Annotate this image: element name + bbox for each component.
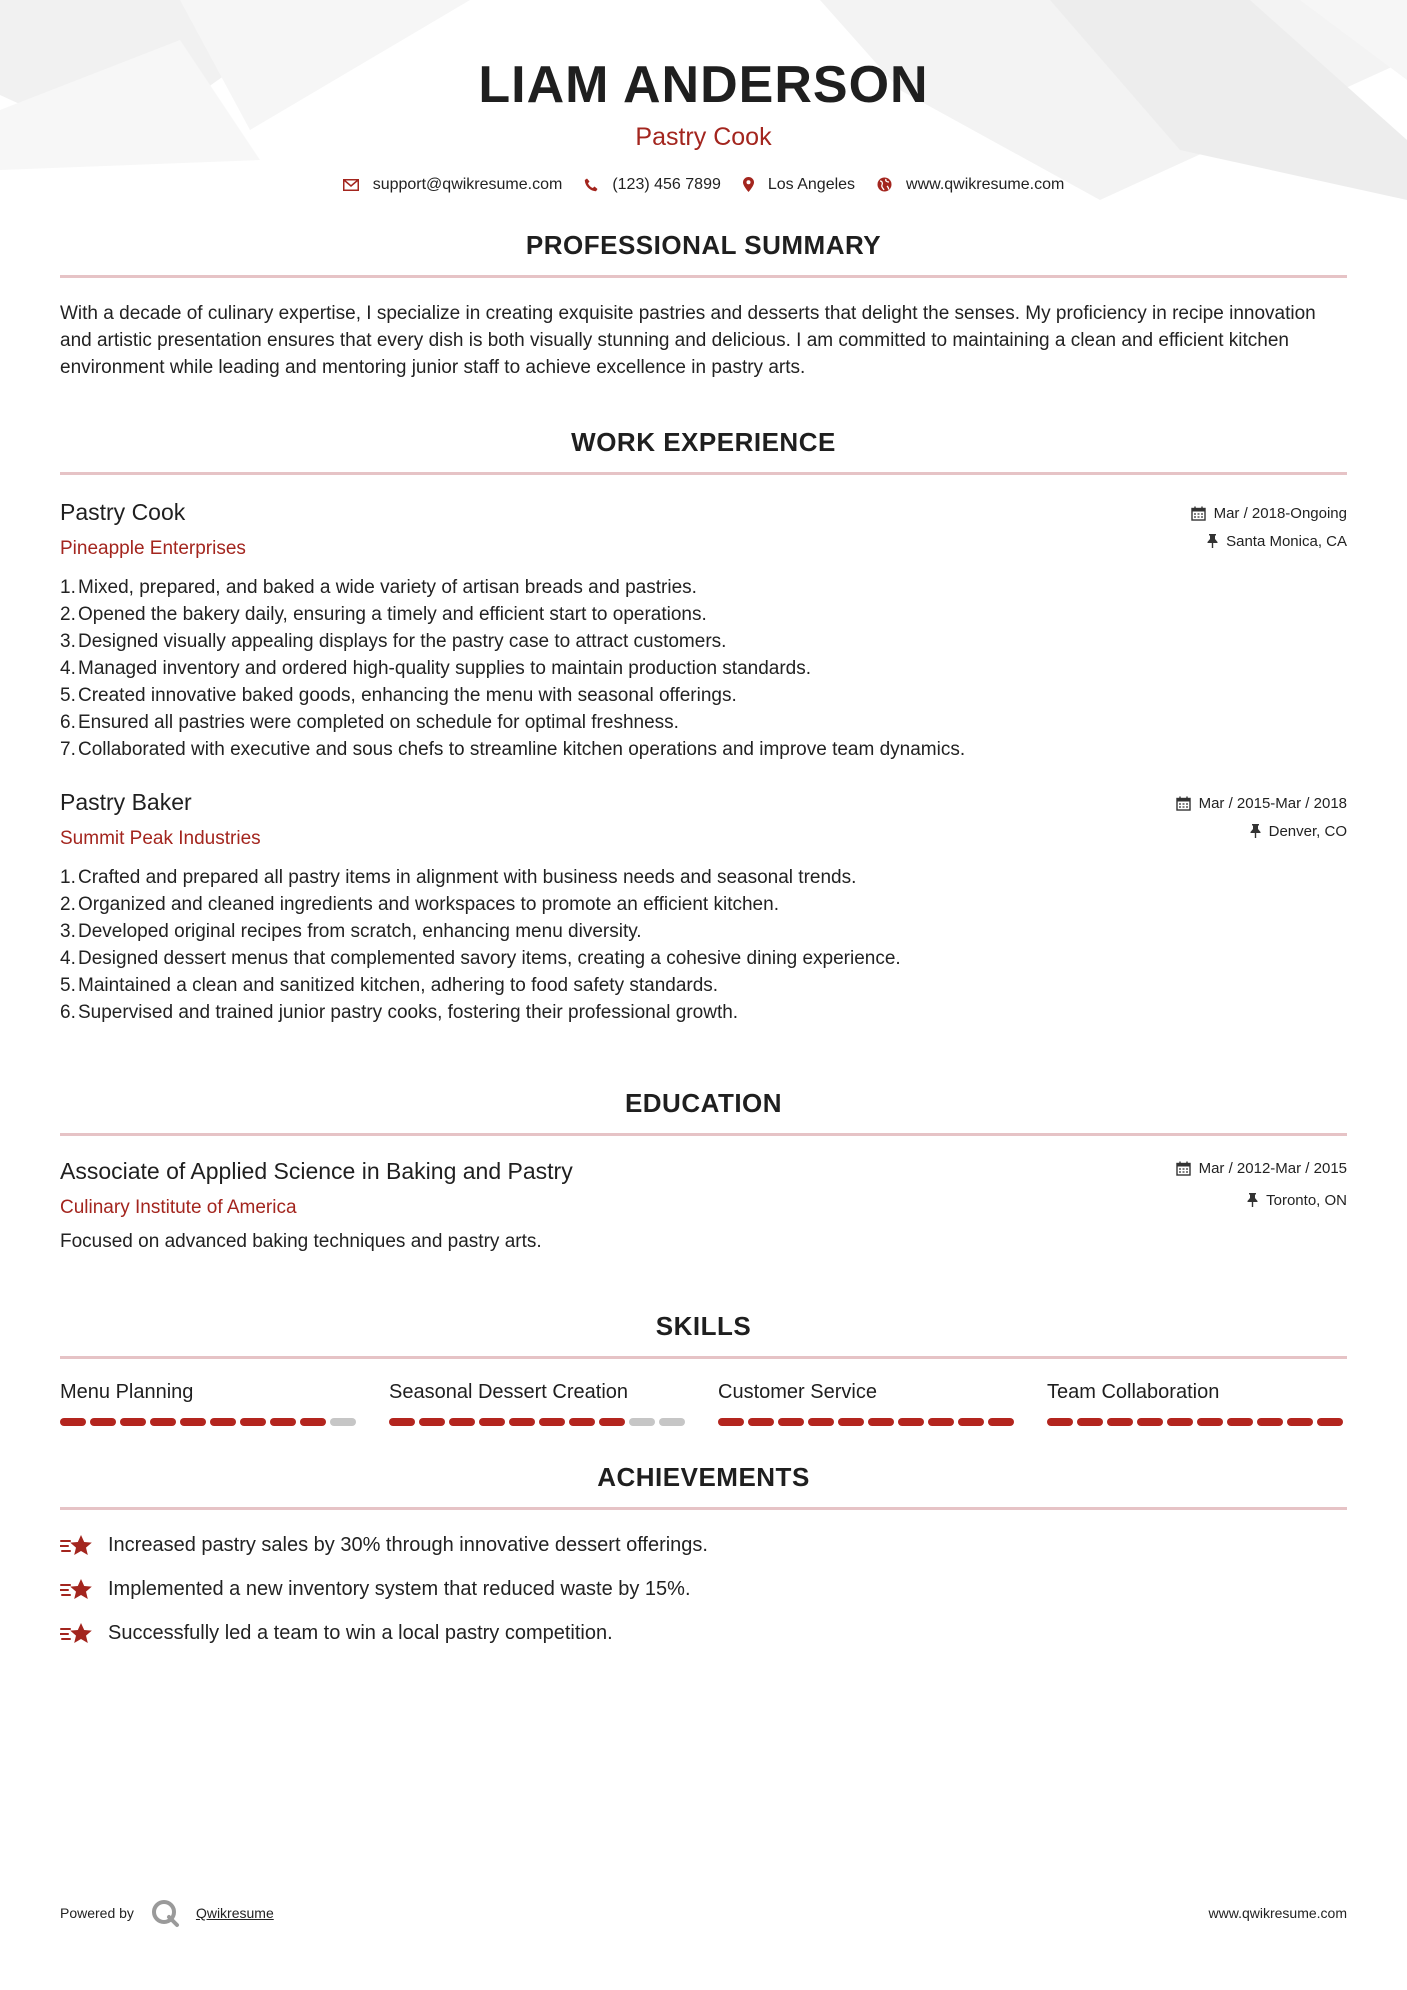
job-company: Summit Peak Industries	[60, 827, 261, 849]
skill-segment-filled	[120, 1418, 146, 1426]
skill-segment-filled	[1077, 1418, 1103, 1426]
job-entry	[60, 499, 1347, 763]
section-divider	[60, 275, 1347, 278]
powered-by	[60, 1898, 274, 1928]
skill-segment-filled	[389, 1418, 415, 1426]
education-description: Focused on advanced baking techniques and pastry arts.	[60, 1230, 542, 1252]
envelope-icon	[343, 179, 359, 191]
skill-segment-filled	[718, 1418, 744, 1426]
skill-segment-filled	[838, 1418, 864, 1426]
achievement-item	[60, 1612, 1347, 1656]
education-dates-row	[1176, 1160, 1347, 1177]
skill-segment-filled	[1197, 1418, 1223, 1426]
skill-segment-filled	[270, 1418, 296, 1426]
skill-segment-filled	[419, 1418, 445, 1426]
education-entry	[60, 1158, 1347, 1253]
list-item: 7. Collaborated with executive and sous chefs to streamline kitchen operations and improve team dynamics.	[60, 738, 966, 760]
section-divider	[60, 1133, 1347, 1136]
achievement-text: Implemented a new inventory system that reduced waste by 15%.	[108, 1578, 691, 1601]
map-pin-icon	[743, 177, 754, 192]
skill-item	[718, 1381, 1018, 1426]
achievements-section	[60, 1462, 1347, 1656]
skill-segment-filled	[1137, 1418, 1163, 1426]
skill-segment-filled	[479, 1418, 505, 1426]
skill-level-bar	[389, 1418, 689, 1426]
achievement-text: Increased pastry sales by 30% through innovative dessert offerings.	[108, 1534, 708, 1557]
website-text: www.qwikresume.com	[906, 175, 1065, 193]
list-item: 6. Ensured all pastries were completed on schedule for optimal freshness.	[60, 711, 679, 733]
skill-segment-filled	[150, 1418, 176, 1426]
job-bullets	[60, 574, 1347, 763]
job-dates: Mar / 2015-Mar / 2018	[1198, 794, 1347, 812]
skill-segment-filled	[1317, 1418, 1343, 1426]
skill-segment-filled	[928, 1418, 954, 1426]
skill-segment-filled	[1227, 1418, 1253, 1426]
achievement-item	[60, 1524, 1347, 1568]
skill-segment-filled	[539, 1418, 565, 1426]
job-location-row	[1191, 533, 1347, 550]
skill-segment-empty	[330, 1418, 356, 1426]
skill-level-bar	[60, 1418, 360, 1426]
list-item: 5. Created innovative baked goods, enhancing the menu with seasonal offerings.	[60, 684, 737, 706]
job-meta	[1191, 505, 1347, 550]
achievement-text: Successfully led a team to win a local pastry competition.	[108, 1622, 613, 1645]
school-name: Culinary Institute of America	[60, 1196, 297, 1218]
skill-item	[60, 1381, 360, 1426]
star-award-icon	[60, 1621, 94, 1647]
contact-location	[743, 176, 855, 194]
calendar-icon	[1191, 506, 1206, 521]
summary-text: With a decade of culinary expertise, I specialize in creating exquisite pastries and desserts that delight the senses. My proficiency in recipe innovation and artistic presentation ensures that every dish is both visually stunning and delicious. I am committed to maintaining a clean and efficient kitchen environment while leading and mentoring junior staff to achieve excellence in pastry arts.	[60, 302, 1316, 378]
skill-segment-filled	[1107, 1418, 1133, 1426]
education-heading: EDUCATION	[624, 1087, 783, 1118]
skill-segment-filled	[868, 1418, 894, 1426]
skill-segment-empty	[659, 1418, 685, 1426]
degree-title: Associate of Applied Science in Baking and Pastry	[60, 1157, 573, 1184]
job-bullets	[60, 864, 1347, 1026]
list-item: 6. Supervised and trained junior pastry cooks, fostering their professional growth.	[60, 1001, 739, 1023]
section-divider	[60, 472, 1347, 475]
list-item: 3. Developed original recipes from scratch, enhancing menu diversity.	[60, 920, 642, 942]
skill-name: Menu Planning	[60, 1380, 194, 1403]
pushpin-icon	[1250, 824, 1261, 838]
skills-list	[60, 1381, 1347, 1426]
skills-section	[60, 1311, 1347, 1426]
summary-section	[60, 230, 1347, 381]
job-entry	[60, 789, 1347, 1026]
skill-segment-filled	[569, 1418, 595, 1426]
star-award-icon	[60, 1577, 94, 1603]
education-dates: Mar / 2012-Mar / 2015	[1198, 1159, 1347, 1177]
calendar-icon	[1176, 796, 1191, 811]
skill-segment-filled	[748, 1418, 774, 1426]
job-title: Pastry Cook	[60, 498, 186, 525]
experience-heading: WORK EXPERIENCE	[571, 426, 836, 457]
section-divider	[60, 1507, 1347, 1510]
achievements-list	[60, 1524, 1347, 1656]
contact-bar	[60, 176, 1347, 194]
resume-header	[60, 0, 1347, 194]
list-item: 4. Managed inventory and ordered high-quality supplies to maintain production standards.	[60, 657, 812, 679]
list-item: 1. Crafted and prepared all pastry items in alignment with business needs and seasonal trends.	[60, 866, 857, 888]
globe-icon	[877, 177, 892, 192]
skill-name: Customer Service	[718, 1380, 877, 1403]
skill-item	[389, 1381, 689, 1426]
skill-segment-filled	[300, 1418, 326, 1426]
experience-section	[60, 427, 1347, 1026]
email-text: support@qwikresume.com	[372, 175, 563, 193]
phone-text: (123) 456 7899	[612, 175, 721, 193]
education-location-row	[1176, 1192, 1347, 1209]
candidate-role: Pastry Cook	[635, 122, 772, 151]
skill-segment-filled	[988, 1418, 1014, 1426]
achievements-heading: ACHIEVEMENTS	[597, 1461, 810, 1492]
skill-segment-filled	[449, 1418, 475, 1426]
skill-segment-filled	[60, 1418, 86, 1426]
education-location: Toronto, ON	[1266, 1191, 1347, 1209]
star-award-icon	[60, 1533, 94, 1559]
list-item: 5. Maintained a clean and sanitized kitchen, adhering to food safety standards.	[60, 974, 719, 996]
skill-segment-filled	[778, 1418, 804, 1426]
skill-item	[1047, 1381, 1347, 1426]
skill-segment-filled	[1047, 1418, 1073, 1426]
skill-segment-filled	[1257, 1418, 1283, 1426]
contact-email[interactable]	[343, 176, 563, 194]
education-section	[60, 1088, 1347, 1253]
job-title: Pastry Baker	[60, 788, 192, 815]
candidate-name: LIAM ANDERSON	[478, 56, 929, 114]
page-footer	[60, 1898, 1347, 1928]
calendar-icon	[1176, 1161, 1191, 1176]
job-company: Pineapple Enterprises	[60, 537, 246, 559]
skill-segment-filled	[509, 1418, 535, 1426]
list-item: 3. Designed visually appealing displays for the pastry case to attract customers.	[60, 630, 727, 652]
skill-segment-filled	[1287, 1418, 1313, 1426]
job-dates-row	[1191, 505, 1347, 522]
list-item: 2. Organized and cleaned ingredients and workspaces to promote an efficient kitchen.	[60, 893, 779, 915]
skill-segment-filled	[240, 1418, 266, 1426]
skill-name: Team Collaboration	[1047, 1380, 1220, 1403]
achievement-item	[60, 1568, 1347, 1612]
powered-by-label: Powered by	[60, 1905, 134, 1921]
education-meta	[1176, 1160, 1347, 1209]
skill-segment-filled	[180, 1418, 206, 1426]
job-dates-row	[1176, 795, 1347, 812]
skill-segment-empty	[629, 1418, 655, 1426]
skill-segment-filled	[958, 1418, 984, 1426]
skill-segment-filled	[210, 1418, 236, 1426]
skill-segment-filled	[1167, 1418, 1193, 1426]
phone-icon	[584, 178, 598, 192]
skill-name: Seasonal Dessert Creation	[389, 1380, 629, 1403]
skill-segment-filled	[808, 1418, 834, 1426]
job-dates: Mar / 2018-Ongoing	[1213, 504, 1347, 522]
summary-heading: PROFESSIONAL SUMMARY	[525, 229, 882, 260]
skill-segment-filled	[90, 1418, 116, 1426]
section-divider	[60, 1356, 1347, 1359]
skill-segment-filled	[898, 1418, 924, 1426]
qwikresume-logo-icon	[150, 1898, 180, 1928]
job-location: Santa Monica, CA	[1226, 532, 1347, 550]
list-item: 2. Opened the bakery daily, ensuring a timely and efficient start to operations.	[60, 603, 707, 625]
qwikresume-link[interactable]: Qwikresume	[195, 1905, 274, 1921]
skill-level-bar	[718, 1418, 1018, 1426]
list-item: 4. Designed dessert menus that complemented savory items, creating a cohesive dining experience.	[60, 947, 901, 969]
skill-segment-filled	[599, 1418, 625, 1426]
skill-level-bar	[1047, 1418, 1347, 1426]
contact-phone[interactable]	[584, 176, 721, 194]
pushpin-icon	[1247, 1193, 1258, 1207]
job-location: Denver, CO	[1268, 822, 1347, 840]
location-text: Los Angeles	[767, 175, 856, 193]
skills-heading: SKILLS	[655, 1310, 752, 1341]
footer-website[interactable]: www.qwikresume.com	[1208, 1905, 1347, 1921]
job-meta	[1176, 795, 1347, 840]
contact-website[interactable]	[877, 176, 1064, 194]
pushpin-icon	[1207, 534, 1218, 548]
job-location-row	[1176, 823, 1347, 840]
list-item: 1. Mixed, prepared, and baked a wide variety of artisan breads and pastries.	[60, 576, 697, 598]
